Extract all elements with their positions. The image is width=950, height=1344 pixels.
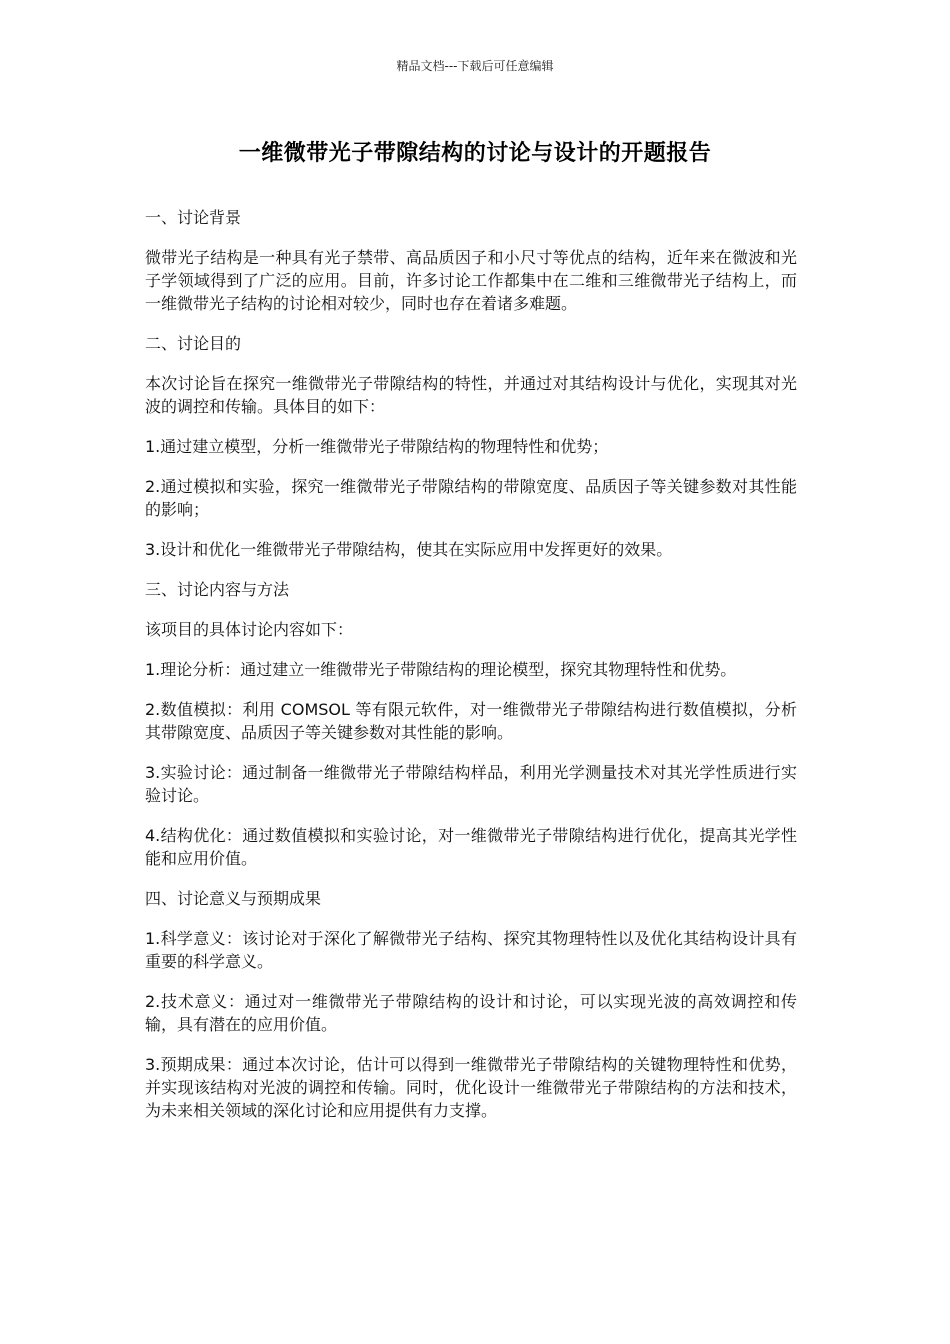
document-title: 一维微带光子带隙结构的讨论与设计的开题报告	[238, 141, 712, 166]
content-item-1: 1.理论分析：通过建立一维微带光子带隙结构的理论模型，探究其物理特性和优势。	[145, 660, 737, 679]
section-heading-background: 一、讨论背景	[145, 208, 242, 227]
significance-item-2: 2.技术意义：通过对一维微带光子带隙结构的设计和讨论，可以实现光波的高效调控和传输，具有潜在的应用价值。	[145, 992, 797, 1034]
header-note: 精品文档---下载后可任意编辑	[396, 59, 554, 73]
purpose-item-1: 1.通过建立模型，分析一维微带光子带隙结构的物理特性和优势；	[145, 437, 609, 456]
paragraph-background: 微带光子结构是一种具有光子禁带、高品质因子和小尺寸等优点的结构，近年来在微波和光子学领域得到了广泛的应用。目前，许多讨论工作都集中在二维和三维微带光子结构上，而一维微带光子结构的讨论相对较少，同时也存在着诸多难题。	[145, 248, 797, 313]
content-item-4: 4.结构优化：通过数值模拟和实验讨论，对一维微带光子带隙结构进行优化，提高其光学性能和应用价值。	[145, 826, 797, 868]
significance-item-1: 1.科学意义：该讨论对于深化了解微带光子结构、探究其物理特性以及优化其结构设计具有重要的科学意义。	[145, 929, 797, 971]
section-heading-purpose: 二、讨论目的	[145, 334, 242, 353]
significance-item-3: 3.预期成果：通过本次讨论，估计可以得到一维微带光子带隙结构的关键物理特性和优势，并实现该结构对光波的调控和传输。同时，优化设计一维微带光子带隙结构的方法和技术，为未来相关领域的深化讨论和应用提供有力支撑。	[145, 1055, 797, 1120]
paragraph-purpose: 本次讨论旨在探究一维微带光子带隙结构的特性，并通过对其结构设计与优化，实现其对光波的调控和传输。具体目的如下：	[145, 374, 797, 416]
content-item-2: 2.数值模拟：利用 COMSOL 等有限元软件，对一维微带光子带隙结构进行数值模拟，分析其带隙宽度、品质因子等关键参数对其性能的影响。	[145, 700, 797, 742]
section-heading-content-method: 三、讨论内容与方法	[145, 580, 290, 599]
content-item-3: 3.实验讨论：通过制备一维微带光子带隙结构样品，利用光学测量技术对其光学性质进行实验讨论。	[145, 763, 797, 805]
document-body	[145, 206, 797, 1139]
purpose-item-3: 3.设计和优化一维微带光子带隙结构，使其在实际应用中发挥更好的效果。	[145, 540, 673, 559]
section-heading-significance: 四、讨论意义与预期成果	[145, 889, 322, 908]
purpose-item-2: 2.通过模拟和实验，探究一维微带光子带隙结构的带隙宽度、品质因子等关键参数对其性能的影响；	[145, 477, 797, 519]
paragraph-content-intro: 该项目的具体讨论内容如下：	[145, 620, 354, 639]
